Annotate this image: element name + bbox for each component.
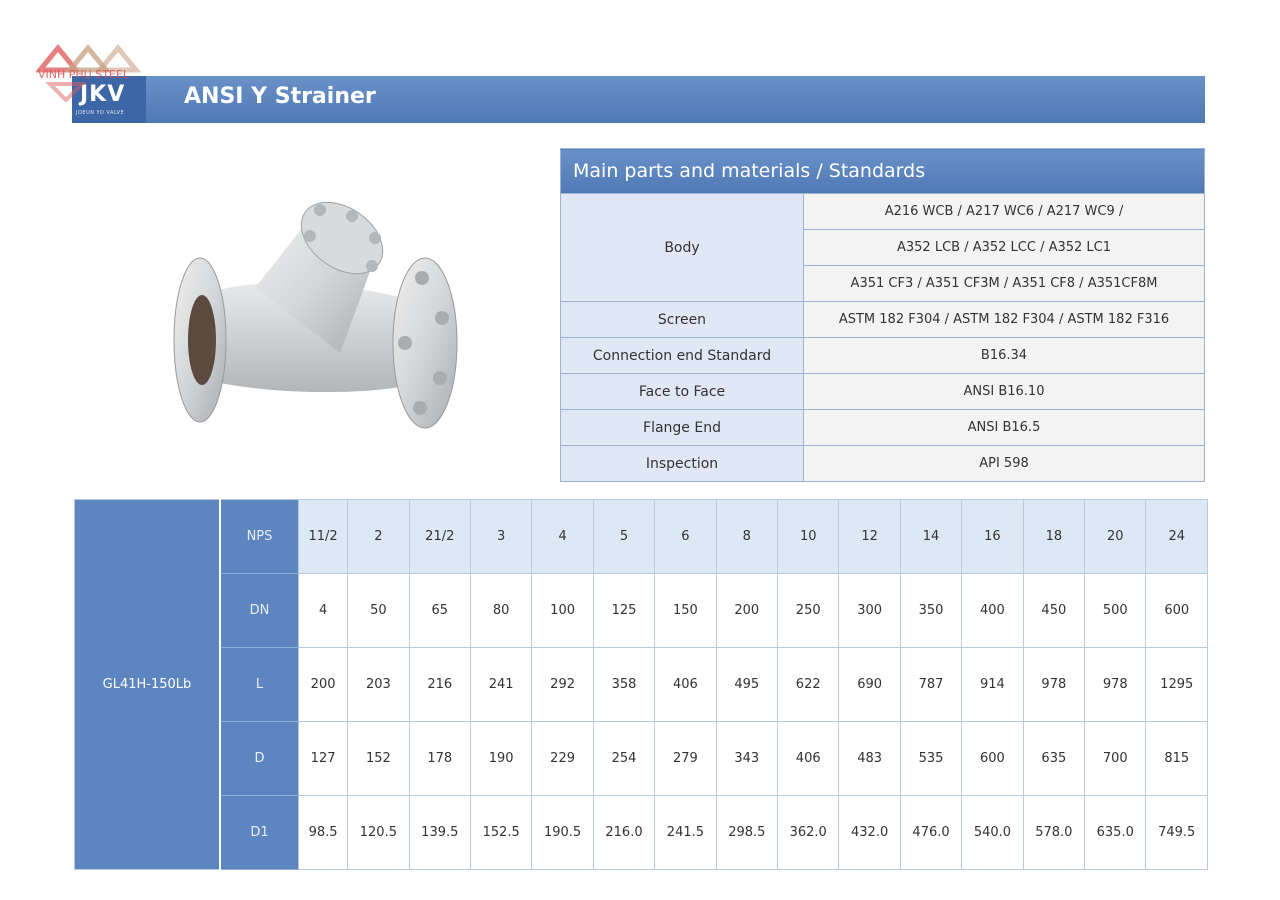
- dimension-cell: 254: [593, 722, 654, 796]
- dimension-cell: 358: [593, 648, 654, 722]
- dimension-cell: 20: [1085, 500, 1146, 574]
- logo-mark: JKV: [80, 82, 126, 107]
- dimension-cell: 190: [470, 722, 531, 796]
- dimension-cell: 495: [716, 648, 777, 722]
- dimension-cell: 98.5: [299, 796, 348, 870]
- row-label-flange-end: Flange End: [561, 410, 804, 446]
- dimension-cell: 450: [1023, 574, 1084, 648]
- connection-standard: B16.34: [804, 338, 1205, 374]
- dimension-row-nps: [75, 500, 1208, 574]
- dimension-cell: 3: [470, 500, 531, 574]
- dimension-cell: 200: [299, 648, 348, 722]
- dimension-cell: 298.5: [716, 796, 777, 870]
- dimension-cell: 250: [778, 574, 839, 648]
- dimension-cell: 50: [348, 574, 409, 648]
- materials-table: [560, 148, 1205, 482]
- dimension-cell: 100: [532, 574, 593, 648]
- dimension-cell: 11/2: [299, 500, 348, 574]
- dimension-cell: 190.5: [532, 796, 593, 870]
- dimension-cell: 279: [655, 722, 716, 796]
- dimension-label: D1: [220, 796, 299, 870]
- dimension-cell: 65: [409, 574, 470, 648]
- dimension-cell: 21/2: [409, 500, 470, 574]
- row-label-connection: Connection end Standard: [561, 338, 804, 374]
- dimension-cell: 690: [839, 648, 900, 722]
- row-label-face-to-face: Face to Face: [561, 374, 804, 410]
- dimension-cell: 120.5: [348, 796, 409, 870]
- dimension-cell: 18: [1023, 500, 1084, 574]
- dimension-row-l: [75, 648, 1208, 722]
- dimension-cell: 6: [655, 500, 716, 574]
- watermark-text: VINH PHU STEEL: [38, 68, 129, 81]
- dimension-cell: 622: [778, 648, 839, 722]
- dimension-cell: 978: [1023, 648, 1084, 722]
- dimension-cell: 635: [1023, 722, 1084, 796]
- dimension-cell: 8: [716, 500, 777, 574]
- dimension-cell: 4: [299, 574, 348, 648]
- dimension-cell: 400: [962, 574, 1023, 648]
- dimension-cell: 229: [532, 722, 593, 796]
- logo-subtitle: JOEUN YO VALVE: [76, 110, 125, 116]
- dimension-cell: 787: [900, 648, 961, 722]
- row-label-body: Body: [561, 194, 804, 302]
- dimension-cell: 200: [716, 574, 777, 648]
- dimension-cell: 2: [348, 500, 409, 574]
- page-title: ANSI Y Strainer: [184, 84, 376, 109]
- dimension-cell: 1295: [1146, 648, 1208, 722]
- dimension-cell: 5: [593, 500, 654, 574]
- dimension-cell: 150: [655, 574, 716, 648]
- dimension-cell: 540.0: [962, 796, 1023, 870]
- dimensions-table: [74, 499, 1208, 870]
- dimension-cell: 343: [716, 722, 777, 796]
- dimension-row-dn: [75, 574, 1208, 648]
- dimension-row-d: [75, 722, 1208, 796]
- dimension-cell: 80: [470, 574, 531, 648]
- dimension-cell: 476.0: [900, 796, 961, 870]
- dimension-cell: 578.0: [1023, 796, 1084, 870]
- dimension-label: L: [220, 648, 299, 722]
- dimension-cell: 178: [409, 722, 470, 796]
- face-to-face-standard: ANSI B16.10: [804, 374, 1205, 410]
- dimension-cell: 432.0: [839, 796, 900, 870]
- dimension-cell: 216.0: [593, 796, 654, 870]
- dimension-label: NPS: [220, 500, 299, 574]
- inspection-standard: API 598: [804, 446, 1205, 482]
- dimension-cell: 362.0: [778, 796, 839, 870]
- y-strainer-image: [160, 178, 460, 448]
- dimension-cell: 12: [839, 500, 900, 574]
- dimension-cell: 125: [593, 574, 654, 648]
- dimension-cell: 10: [778, 500, 839, 574]
- dimension-label: D: [220, 722, 299, 796]
- flange-end-standard: ANSI B16.5: [804, 410, 1205, 446]
- model-number: GL41H-150Lb: [75, 500, 221, 870]
- body-material-3: A351 CF3 / A351 CF3M / A351 CF8 / A351CF8M: [804, 266, 1205, 302]
- dimension-row-d1: [75, 796, 1208, 870]
- dimension-cell: 483: [839, 722, 900, 796]
- dimension-cell: 14: [900, 500, 961, 574]
- body-material-2: A352 LCB / A352 LCC / A352 LC1: [804, 230, 1205, 266]
- dimension-cell: 139.5: [409, 796, 470, 870]
- dimension-cell: 152: [348, 722, 409, 796]
- dimension-cell: 216: [409, 648, 470, 722]
- dimension-cell: 500: [1085, 574, 1146, 648]
- materials-table-heading: Main parts and materials / Standards: [561, 149, 1205, 194]
- dimension-cell: 241: [470, 648, 531, 722]
- row-label-screen: Screen: [561, 302, 804, 338]
- dimension-cell: 350: [900, 574, 961, 648]
- dimension-cell: 16: [962, 500, 1023, 574]
- dimension-cell: 600: [962, 722, 1023, 796]
- dimension-cell: 635.0: [1085, 796, 1146, 870]
- dimension-label: DN: [220, 574, 299, 648]
- dimension-cell: 241.5: [655, 796, 716, 870]
- dimension-cell: 978: [1085, 648, 1146, 722]
- dimension-cell: 406: [778, 722, 839, 796]
- dimension-cell: 535: [900, 722, 961, 796]
- dimension-cell: 292: [532, 648, 593, 722]
- dimension-cell: 203: [348, 648, 409, 722]
- dimension-cell: 300: [839, 574, 900, 648]
- screen-material: ASTM 182 F304 / ASTM 182 F304 / ASTM 182 F316: [804, 302, 1205, 338]
- dimension-cell: 4: [532, 500, 593, 574]
- dimension-cell: 700: [1085, 722, 1146, 796]
- dimension-cell: 600: [1146, 574, 1208, 648]
- dimension-cell: 815: [1146, 722, 1208, 796]
- dimension-cell: 152.5: [470, 796, 531, 870]
- dimension-cell: 127: [299, 722, 348, 796]
- body-material-1: A216 WCB / A217 WC6 / A217 WC9 /: [804, 194, 1205, 230]
- dimension-cell: 914: [962, 648, 1023, 722]
- dimension-cell: 406: [655, 648, 716, 722]
- row-label-inspection: Inspection: [561, 446, 804, 482]
- dimension-cell: 24: [1146, 500, 1208, 574]
- dimension-cell: 749.5: [1146, 796, 1208, 870]
